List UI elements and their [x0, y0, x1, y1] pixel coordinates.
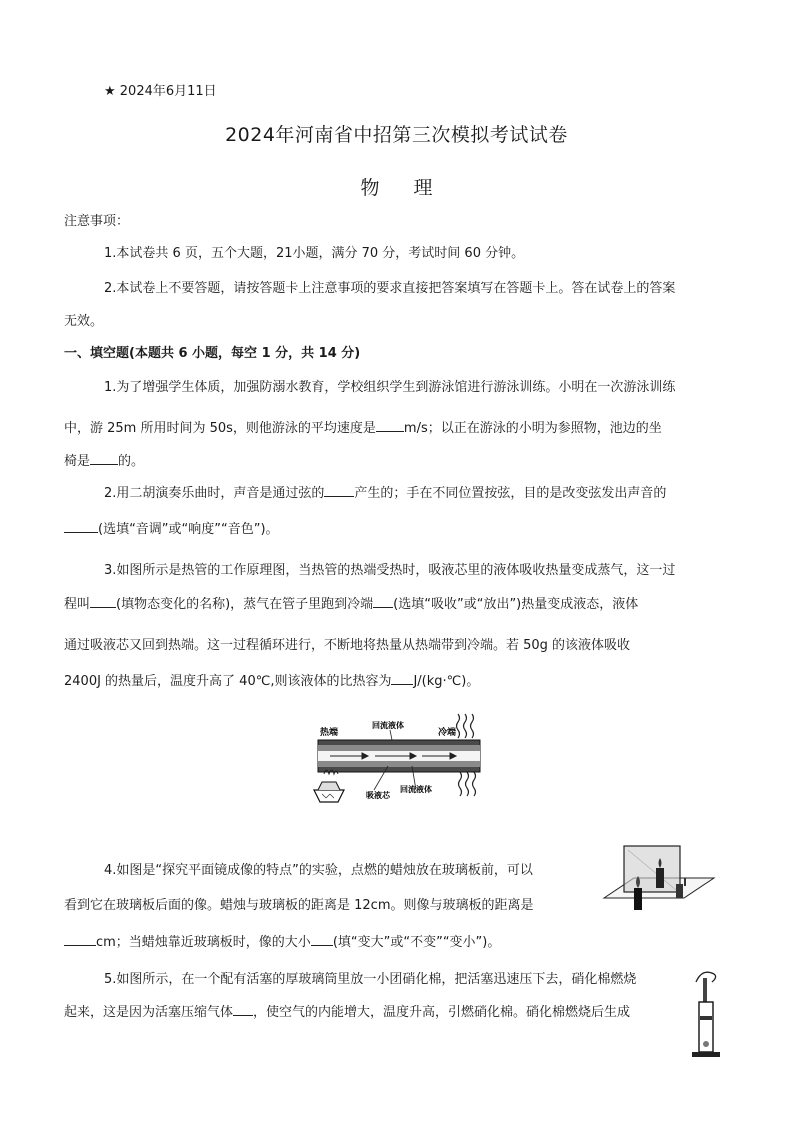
q1-blank-1[interactable]: [376, 417, 404, 432]
exam-date: ★ 2024年6月11日: [104, 84, 217, 99]
candle-image: [656, 868, 664, 888]
q2-text-1a: 2.用二胡演奏乐曲时，声音是通过弦的: [104, 486, 325, 501]
q4-line-2: 看到它在玻璃板后面的像。蜡烛与玻璃板的距离是 12cm。则像与玻璃板的距离是: [64, 898, 534, 913]
q3-line-1: 3.如图所示是热管的工作原理图，当热管的热端受热时，吸液芯里的液体吸收热量变成蒸气，这一过: [104, 563, 676, 578]
q2-line-1: [104, 478, 666, 510]
section-1-heading: 一、填空题(本题共 6 小题，每空 1 分，共 14 分): [64, 346, 361, 361]
q2-text-2b: (选填“音调”或“响度”“音色”)。: [98, 522, 279, 537]
q3-text-2a: 程叫: [64, 597, 91, 612]
q4-text-3c: (填“变大”或“不变”“变小”)。: [332, 935, 501, 950]
plane-mirror-figure: [598, 838, 718, 918]
q1-text-3b: 的。: [118, 454, 145, 469]
fig-return-top-label: 回流液体: [372, 721, 404, 730]
q2-text-1b: 产生的；手在不同位置按弦，目的是改变弦发出声音的: [354, 486, 667, 501]
q5-blank-1[interactable]: [233, 1001, 253, 1016]
notes-item-1: 1.本试卷共 6 页，五个大题，21小题，满分 70 分，考试时间 60 分钟。: [104, 246, 525, 261]
fig-cold-end-label: 冷端: [438, 728, 457, 738]
q4-line-3: [64, 927, 500, 959]
q5-line-1: 5.如图所示，在一个配有活塞的厚玻璃筒里放一小团硝化棉，把活塞迅速压下去，硝化棉燃烧: [104, 972, 637, 987]
q1-blank-2[interactable]: [90, 450, 118, 465]
heat-pipe-figure: [300, 708, 500, 808]
q5-line-2: [64, 997, 630, 1029]
q3-line-2: [64, 589, 638, 621]
fig-wick-label: 吸液芯: [366, 791, 390, 800]
q1-text-2a: 中，游 25m 所用时间为 50s，则他游泳的平均速度是: [64, 421, 376, 436]
exam-title: 2024年河南省中招第三次模拟考试试卷: [225, 124, 568, 146]
q1-line-2: [64, 413, 662, 445]
exam-subject: 物 理: [360, 177, 447, 199]
q3-text-4a: 2400J 的热量后，温度升高了 40℃,则该液体的比热容为: [64, 674, 392, 689]
notes-item-2-line-2: 无效。: [64, 314, 104, 329]
q1-text-3a: 椅是: [64, 454, 91, 469]
q4-blank-2[interactable]: [311, 931, 333, 946]
notes-item-2-line-1: 2.本试卷上不要答题，请按答题卡上注意事项的要求直接把答案填写在答题卡上。答在试卷上的答案: [104, 281, 676, 296]
q1-line-1: 1.为了增强学生体质，加强防溺水教育，学校组织学生到游泳馆进行游泳训练。小明在一次游泳训练: [104, 380, 676, 395]
q4-text-3b: cm；当蜡烛靠近玻璃板时，像的大小: [96, 935, 311, 950]
q5-text-2a: 起来，这是因为活塞压缩气体: [64, 1005, 234, 1020]
q2-blank-2[interactable]: [64, 518, 98, 533]
glass-plate: [624, 846, 680, 892]
compression-tube-figure: [688, 964, 724, 1060]
fig-hot-end-label: 热端: [320, 728, 339, 738]
q3-text-4b: J/(kg·℃)。: [413, 674, 480, 689]
cotton-ball: [703, 1041, 709, 1047]
q3-blank-3[interactable]: [391, 670, 413, 685]
q4-blank-1[interactable]: [64, 931, 96, 946]
q1-text-2b: m/s；以正在游泳的小明为参照物，池边的坐: [403, 421, 662, 436]
q3-blank-1[interactable]: [90, 593, 116, 608]
q3-line-3: 通过吸液芯又回到热端。这一过程循环进行，不断地将热量从热端带到冷端。若 50g 的该液体吸收: [64, 638, 631, 653]
fig-return-bottom-label: 回流液体: [400, 785, 432, 794]
burning-candle: [634, 888, 642, 910]
q1-line-3: [64, 446, 144, 478]
q3-line-4: [64, 666, 479, 698]
q4-line-1: 4.如图是“探究平面镜成像的特点”的实验，点燃的蜡烛放在玻璃板前，可以: [104, 863, 533, 878]
q2-blank-1[interactable]: [324, 482, 354, 497]
notes-heading: 注意事项：: [64, 214, 130, 229]
q2-line-2: [64, 514, 279, 546]
alcohol-burner-icon: [314, 770, 344, 802]
q3-blank-2[interactable]: [373, 593, 393, 608]
q3-text-2c: (选填“吸收”或“放出”)热量变成液态，液体: [393, 597, 639, 612]
q3-text-2b: (填物态变化的名称)，蒸气在管子里跑到冷端: [116, 597, 374, 612]
q5-text-2b: ，使空气的内能增大，温度升高，引燃硝化棉。硝化棉燃烧后生成: [253, 1005, 631, 1020]
